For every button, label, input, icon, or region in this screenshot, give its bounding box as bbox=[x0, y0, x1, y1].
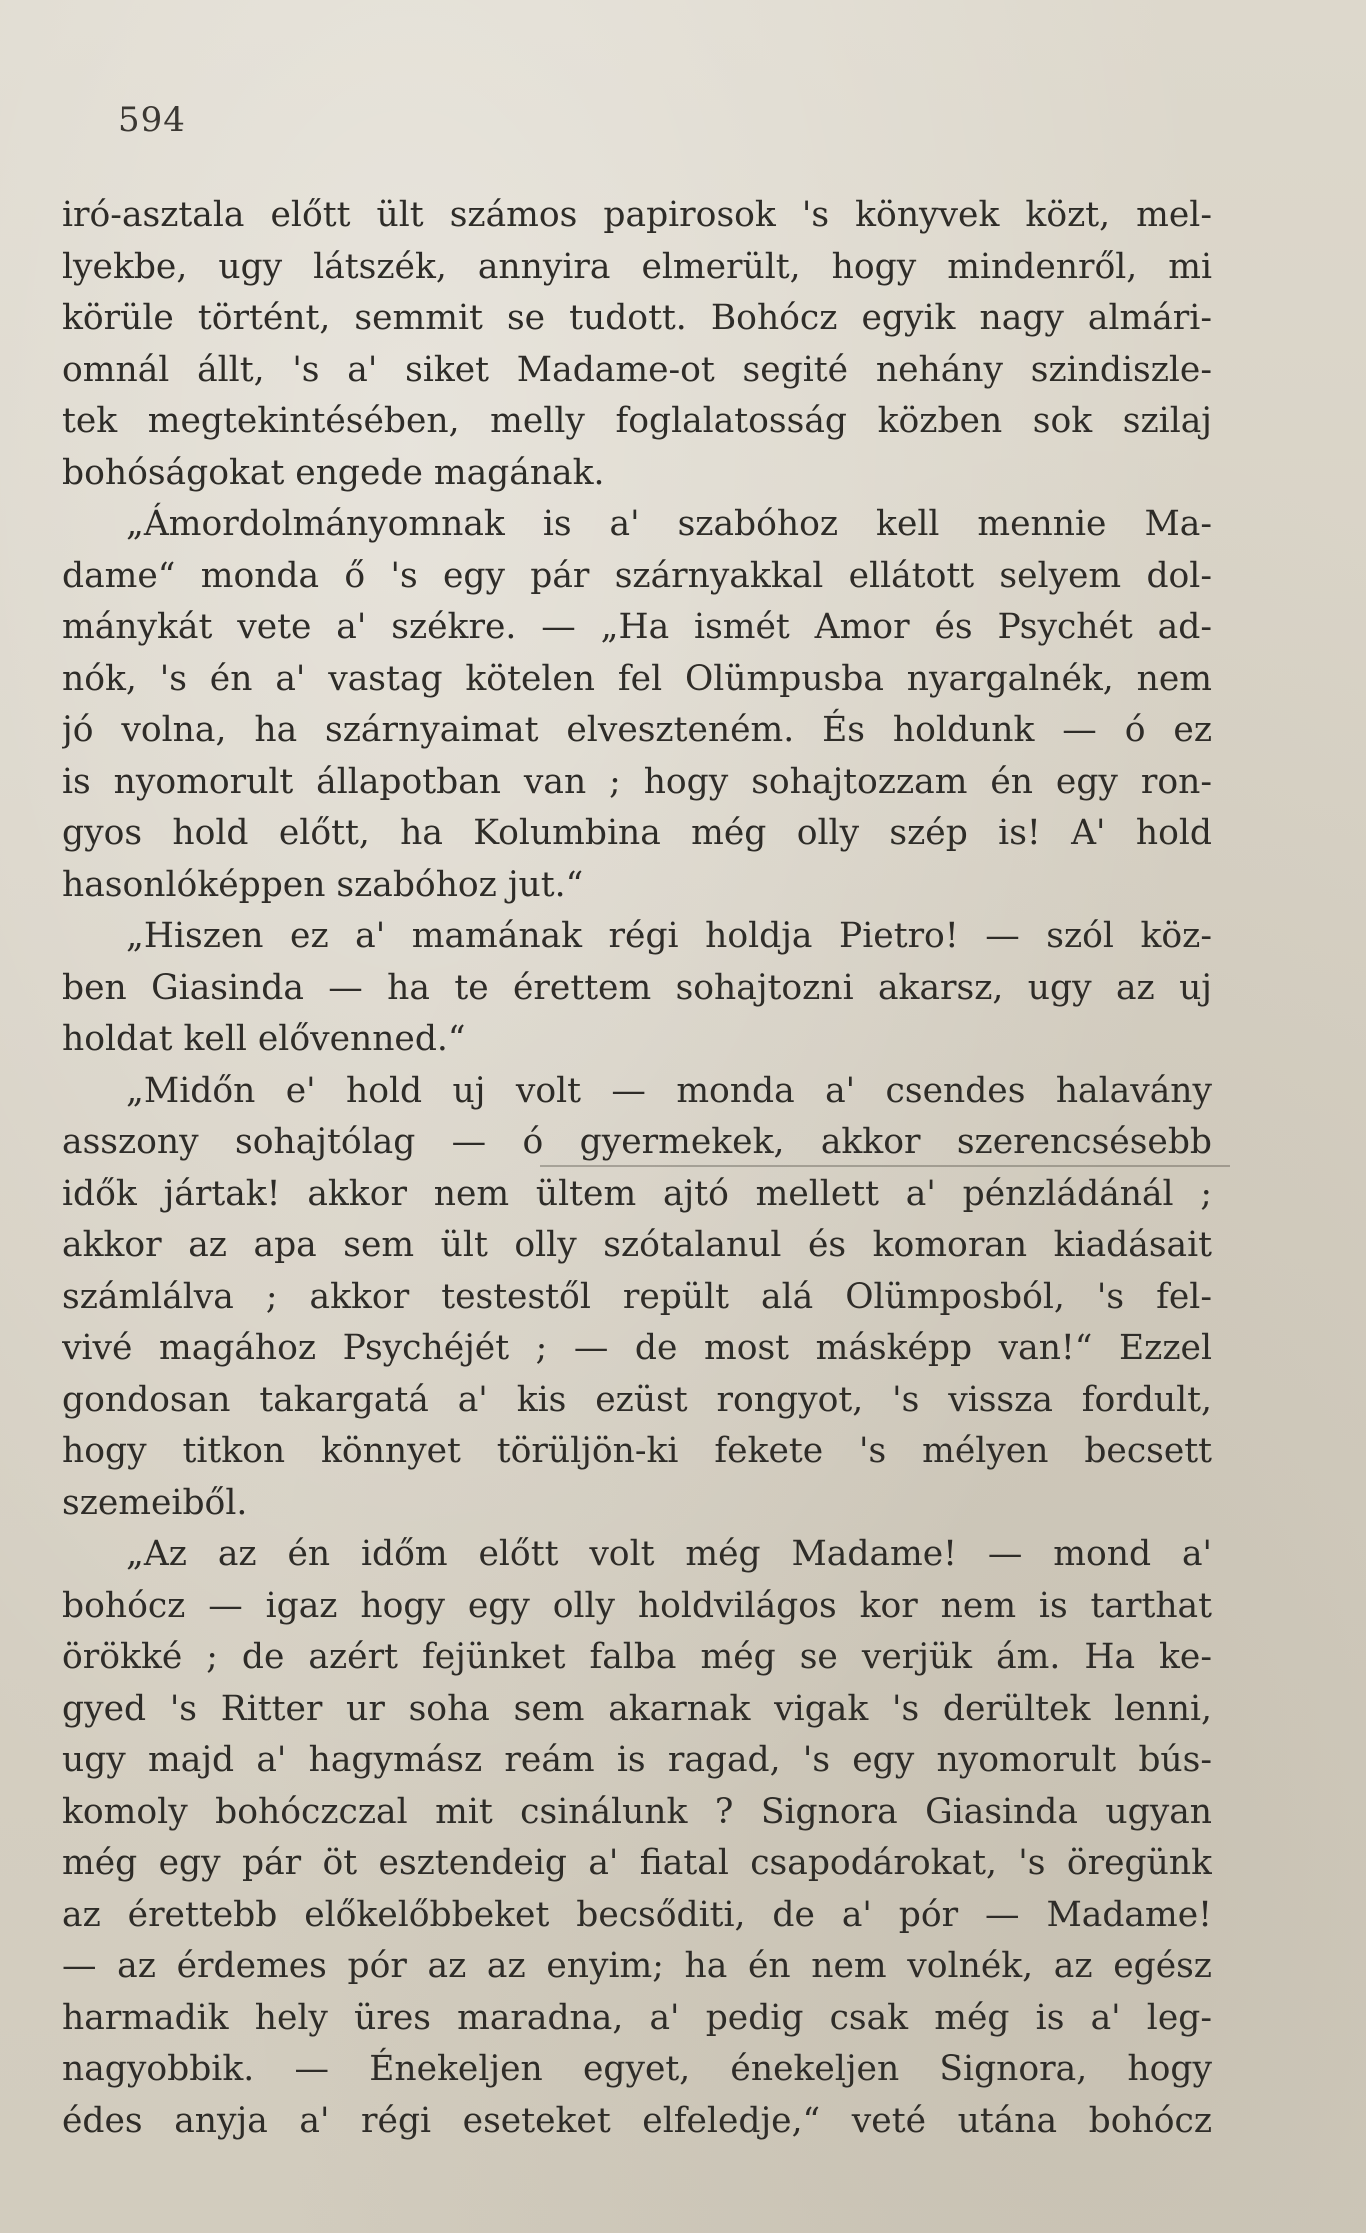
text-line: nók, 's én a' vastag kötelen fel Olümpusba nyargalnék, nem bbox=[62, 658, 1212, 699]
text-line: gyos hold előtt, ha Kolumbina még olly szép is! A' hold bbox=[62, 813, 1212, 853]
text-line: gondosan takargatá a' kis ezüst rongyot, 's vissza fordult, bbox=[62, 1379, 1212, 1420]
text-line: harmadik hely üres maradna, a' pedig csak még is a' leg- bbox=[62, 1997, 1212, 2038]
text-line: jó volna, ha szárnyaimat elveszteném. És holdunk — ó ez bbox=[62, 710, 1212, 750]
text-line: akkor az apa sem ült olly szótalanul és komoran kiadásait bbox=[62, 1225, 1212, 1265]
text-line: körüle történt, semmit se tudott. Bohócz egyik nagy almári- bbox=[62, 298, 1212, 338]
page-number: 594 bbox=[118, 100, 186, 140]
paragraph bbox=[62, 1066, 1212, 1530]
text-line: „Hiszen ez a' mamának régi holdja Pietro! — szól köz- bbox=[126, 916, 1212, 956]
paragraph bbox=[62, 911, 1212, 1066]
text-line: komoly bohóczczal mit csinálunk ? Signora Giasinda ugyan bbox=[62, 1791, 1212, 1832]
text-line: is nyomorult állapotban van ; hogy sohajtozzam én egy ron- bbox=[62, 761, 1212, 802]
text-line: hogy titkon könnyet törüljön-ki fekete 's mélyen becsett bbox=[62, 1431, 1212, 1471]
paragraph bbox=[62, 499, 1212, 911]
text-line: omnál állt, 's a' siket Madame-ot segité nehány szindiszle- bbox=[62, 349, 1212, 390]
text-line: édes anyja a' régi eseteket elfeledje,“ veté utána bohócz bbox=[62, 2100, 1212, 2141]
text-line: iró-asztala előtt ült számos papirosok 's könyvek közt, mel- bbox=[62, 195, 1212, 235]
text-line: szemeiből. bbox=[62, 1482, 248, 1523]
text-line: idők jártak! akkor nem ültem ajtó mellett a' pénzládánál ; bbox=[62, 1173, 1212, 1214]
text-line: ben Giasinda — ha te érettem sohajtozni akarsz, ugy az uj bbox=[62, 967, 1212, 1008]
text-line: mánykát vete a' székre. — „Ha ismét Amor és Psychét ad- bbox=[62, 607, 1212, 647]
text-line: örökké ; de azért fejünket falba még se verjük ám. Ha ke- bbox=[62, 1637, 1212, 1677]
text-line: holdat kell elővenned.“ bbox=[62, 1019, 466, 1059]
text-line: ugy majd a' hagymász reám is ragad, 's egy nyomorult bús- bbox=[62, 1740, 1212, 1780]
text-line: gyed 's Ritter ur soha sem akarnak vigak 's derültek lenni, bbox=[62, 1688, 1212, 1729]
body-text bbox=[62, 190, 1212, 2147]
text-line: dame“ monda ő 's egy pár szárnyakkal ellátott selyem dol- bbox=[62, 555, 1212, 596]
text-line: vivé magához Psychéjét ; — de most másképp van!“ Ezzel bbox=[62, 1328, 1212, 1368]
text-line: nagyobbik. — Énekeljen egyet, énekeljen Signora, hogy bbox=[62, 2049, 1212, 2089]
text-line: még egy pár öt esztendeig a' fiatal csapodárokat, 's öregünk bbox=[62, 1843, 1212, 1883]
text-line: az érettebb előkelőbbeket becsőditi, de a' pór — Madame! bbox=[62, 1894, 1212, 1935]
paragraph bbox=[62, 190, 1212, 499]
text-line: bohócz — igaz hogy egy olly holdvilágos kor nem is tarthat bbox=[62, 1585, 1212, 1626]
text-line: hasonlóképpen szabóhoz jut.“ bbox=[62, 864, 584, 905]
text-line: — az érdemes pór az az enyim; ha én nem volnék, az egész bbox=[62, 1946, 1212, 1986]
text-line: „Ámordolmányomnak is a' szabóhoz kell mennie Ma- bbox=[126, 504, 1212, 544]
text-line: asszony sohajtólag — ó gyermekek, akkor szerencsésebb bbox=[62, 1122, 1212, 1162]
text-line: számlálva ; akkor testestől repült alá Olümposból, 's fel- bbox=[62, 1276, 1212, 1317]
text-line: bohóságokat engede magának. bbox=[62, 452, 605, 493]
text-line: „Midőn e' hold uj volt — monda a' csendes halavány bbox=[126, 1070, 1212, 1111]
paragraph bbox=[62, 1529, 1212, 2147]
text-line: tek megtekintésében, melly foglalatosság közben sok szilaj bbox=[62, 401, 1212, 441]
text-line: „Az az én időm előtt volt még Madame! — mond a' bbox=[126, 1534, 1212, 1574]
text-line: lyekbe, ugy látszék, annyira elmerült, hogy mindenről, mi bbox=[62, 246, 1212, 287]
